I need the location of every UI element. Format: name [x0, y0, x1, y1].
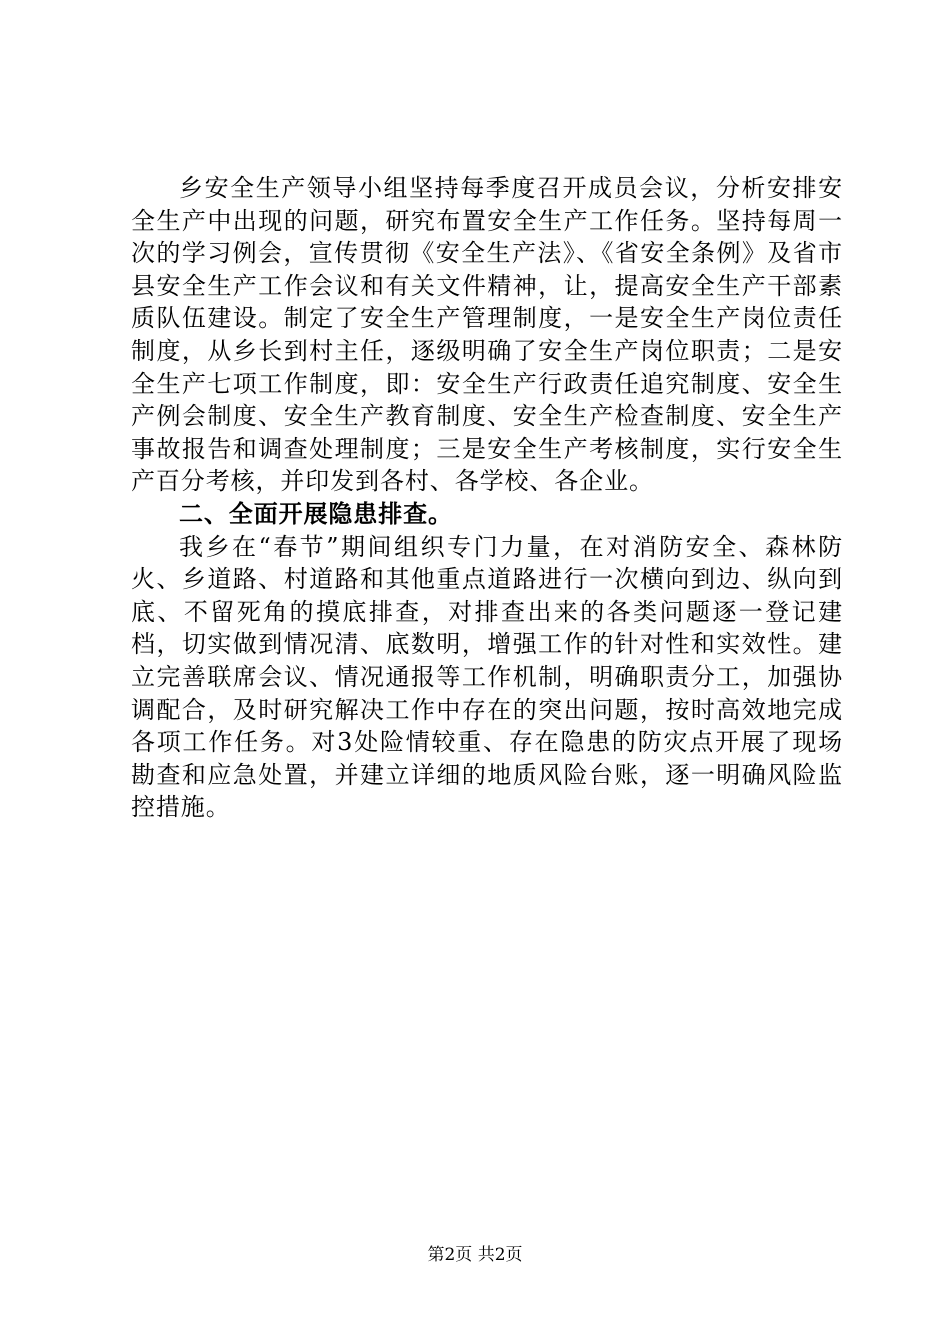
page-footer: 第2页 共2页: [427, 1245, 523, 1265]
body-paragraph-1: 乡安全生产领导小组坚持每季度召开成员会议，分析安排安全生产中出现的问题，研究布置安全生产工作任务。坚持每周一次的学习例会，宣传贯彻《安全生产法》、《省安全条例》及省市县安全生产工作会议和有关文件精神，让，提高安全生产干部素质队伍建设。制定了安全生产管理制度，一是安全生产岗位责任制度，从乡长到村主任，逐级明确了安全生产岗位职责；二是安全生产七项工作制度，即：安全生产行政责任追究制度、安全生产例会制度、安全生产教育制度、安全生产检查制度、安全生产事故报告和调查处理制度；三是安全生产考核制度，实行安全生产百分考核，并印发到各村、各学校、各企业。: [131, 174, 843, 496]
body-paragraph-2: 我乡在“春节”期间组织专门力量，在对消防安全、森林防火、乡道路、村道路和其他重点道路进行一次横向到边、纵向到底、不留死角的摸底排查，对排查出来的各类问题逐一登记建档，切实做到情况清、底数明，增强工作的针对性和实效性。建立完善联席会议、情况通报等工作机制，明确职责分工，加强协调配合，及时研究解决工作中存在的突出问题，按时高效地完成各项工作任务。对3处险情较重、存在隐患的防灾点开展了现场勘查和应急处置，并建立详细的地质风险台账，逐一明确风险监控措施。: [131, 532, 843, 822]
section-heading: 二、全面开展隐患排查。: [179, 499, 453, 528]
document-body: [131, 172, 843, 824]
